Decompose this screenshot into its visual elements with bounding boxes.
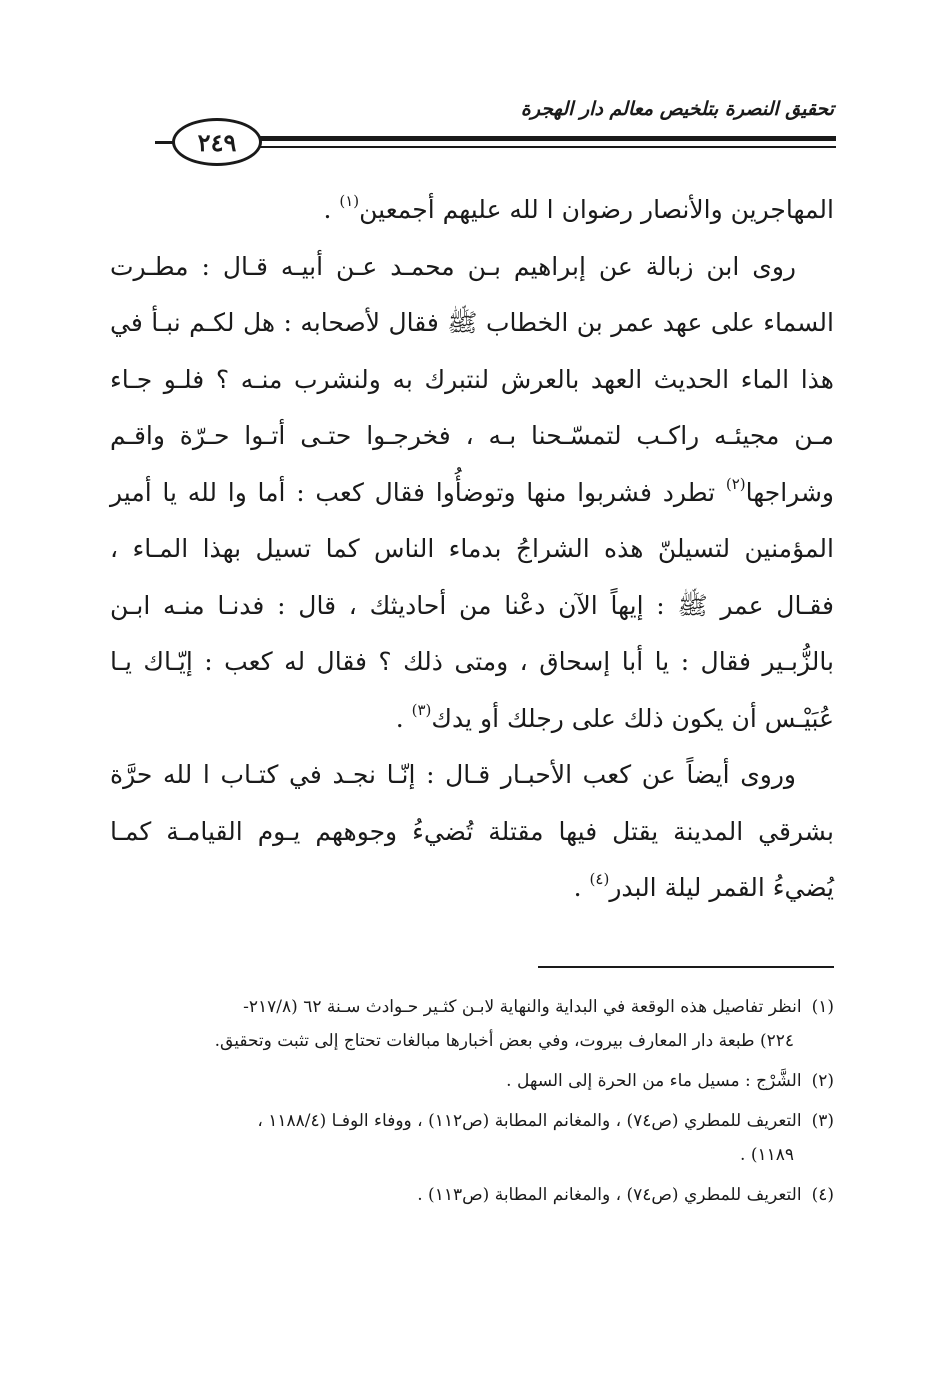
paragraph-tail: تطرد فشربوا منها وتوضأُوا فقال كعب : أما وا لله يا أمير المؤمنين لتسيلنّ هذه الشراجُ بدماء الناس كما تسيل بهذا المـاء ، فقـال عمر ﷺ : إيهاً الآن دعْنا من أحاديثك ، قال : فدنـا منـه ابـن بالزُّبـير فقال : يا أبا إسحاق ، ومتى ذلك ؟ فقال له كعب : إيّـاك يـا عُبَيْـس أن يكون ذلك على رجلك أو يدك bbox=[110, 477, 834, 733]
paragraph-tail: . bbox=[573, 873, 590, 902]
header-rule-thin bbox=[258, 146, 836, 148]
running-title: تحقيق النصرة بتلخيص معالم دار الهجرة bbox=[520, 98, 834, 120]
footnote-divider bbox=[538, 966, 834, 968]
footnote-text: الشَّرْج : مسيل ماء من الحرة إلى السهل . bbox=[506, 1071, 802, 1091]
footnote-3 bbox=[110, 1104, 834, 1172]
footnote-ref: (١) bbox=[339, 192, 360, 210]
footnote-4 bbox=[110, 1178, 834, 1212]
footnote-ref: (٢) bbox=[725, 474, 746, 493]
footnote-number: (٣) bbox=[811, 1111, 834, 1131]
paragraph-text: وروى أيضاً عن كعب الأحبـار قـال : إنّـا نجـد في كتـاب ا لله حرَّة بشرقي المدينة يقتل فيها مقتلة تُضيءُ وجوههم يـوم القيامـة كمـا يُضيءُ القمر ليلة البدر bbox=[110, 760, 834, 902]
footnote-text: انظر تفاصيل هذه الوقعة في البداية والنهاية لابـن كثـير حـوادث سـنة ٦٢ (٢١٧/٨- bbox=[243, 997, 802, 1017]
footnote-number: (١) bbox=[811, 997, 834, 1017]
footnote-2 bbox=[110, 1064, 834, 1098]
footnote-number: (٢) bbox=[811, 1071, 834, 1091]
paragraph-tail: . bbox=[395, 703, 412, 733]
paragraph-text: روى ابن زبالة عن إبراهيم بـن محمـد عـن أبيـه قـال : مطـرت السماء على عهد عمر بن الخطاب ﷺ فقال لأصحابه : هل لكـم نبـأ في هذا الماء الحديث العهد بالعرش لنتبرك به ولنشرب منـه ؟ فلـو جـاء مـن مجيئـه راكـب لتمسّـحنا بـه ، فخرجـوا حتـى أتـوا حـرّة واقـم وشراجها bbox=[110, 251, 834, 507]
header-rule-thick bbox=[258, 136, 836, 141]
paragraph-tail: . bbox=[323, 195, 340, 224]
paragraph-text: المهاجرين والأنصار رضوان ا لله عليهم أجمعين bbox=[359, 195, 834, 224]
paragraph-3 bbox=[110, 747, 834, 917]
footnote-text: التعريف للمطري (ص٧٤) ، والمغانم المطابة (ص١١٣) . bbox=[417, 1185, 802, 1205]
footnote-ref: (٤) bbox=[589, 870, 610, 888]
page-number: ٢٤٩ bbox=[172, 118, 262, 166]
footnotes bbox=[110, 990, 834, 1218]
footnote-continuation: ١١٨٩) . bbox=[740, 1145, 794, 1165]
footnote-continuation: ٢٢٤) طبعة دار المعارف بيروت، وفي بعض أخبارها مبالغات تحتاج إلى تثبت وتحقيق. bbox=[214, 1031, 794, 1051]
paragraph-1 bbox=[110, 182, 834, 239]
main-text bbox=[110, 182, 834, 917]
paragraph-2 bbox=[110, 239, 834, 748]
footnote-number: (٤) bbox=[811, 1185, 834, 1205]
footnote-1 bbox=[110, 990, 834, 1058]
footnote-text: التعريف للمطري (ص٧٤) ، والمغانم المطابة (ص١١٢) ، ووفاء الوفـا (١١٨٨/٤ ، bbox=[257, 1111, 802, 1131]
footnote-ref: (٣) bbox=[411, 700, 432, 719]
